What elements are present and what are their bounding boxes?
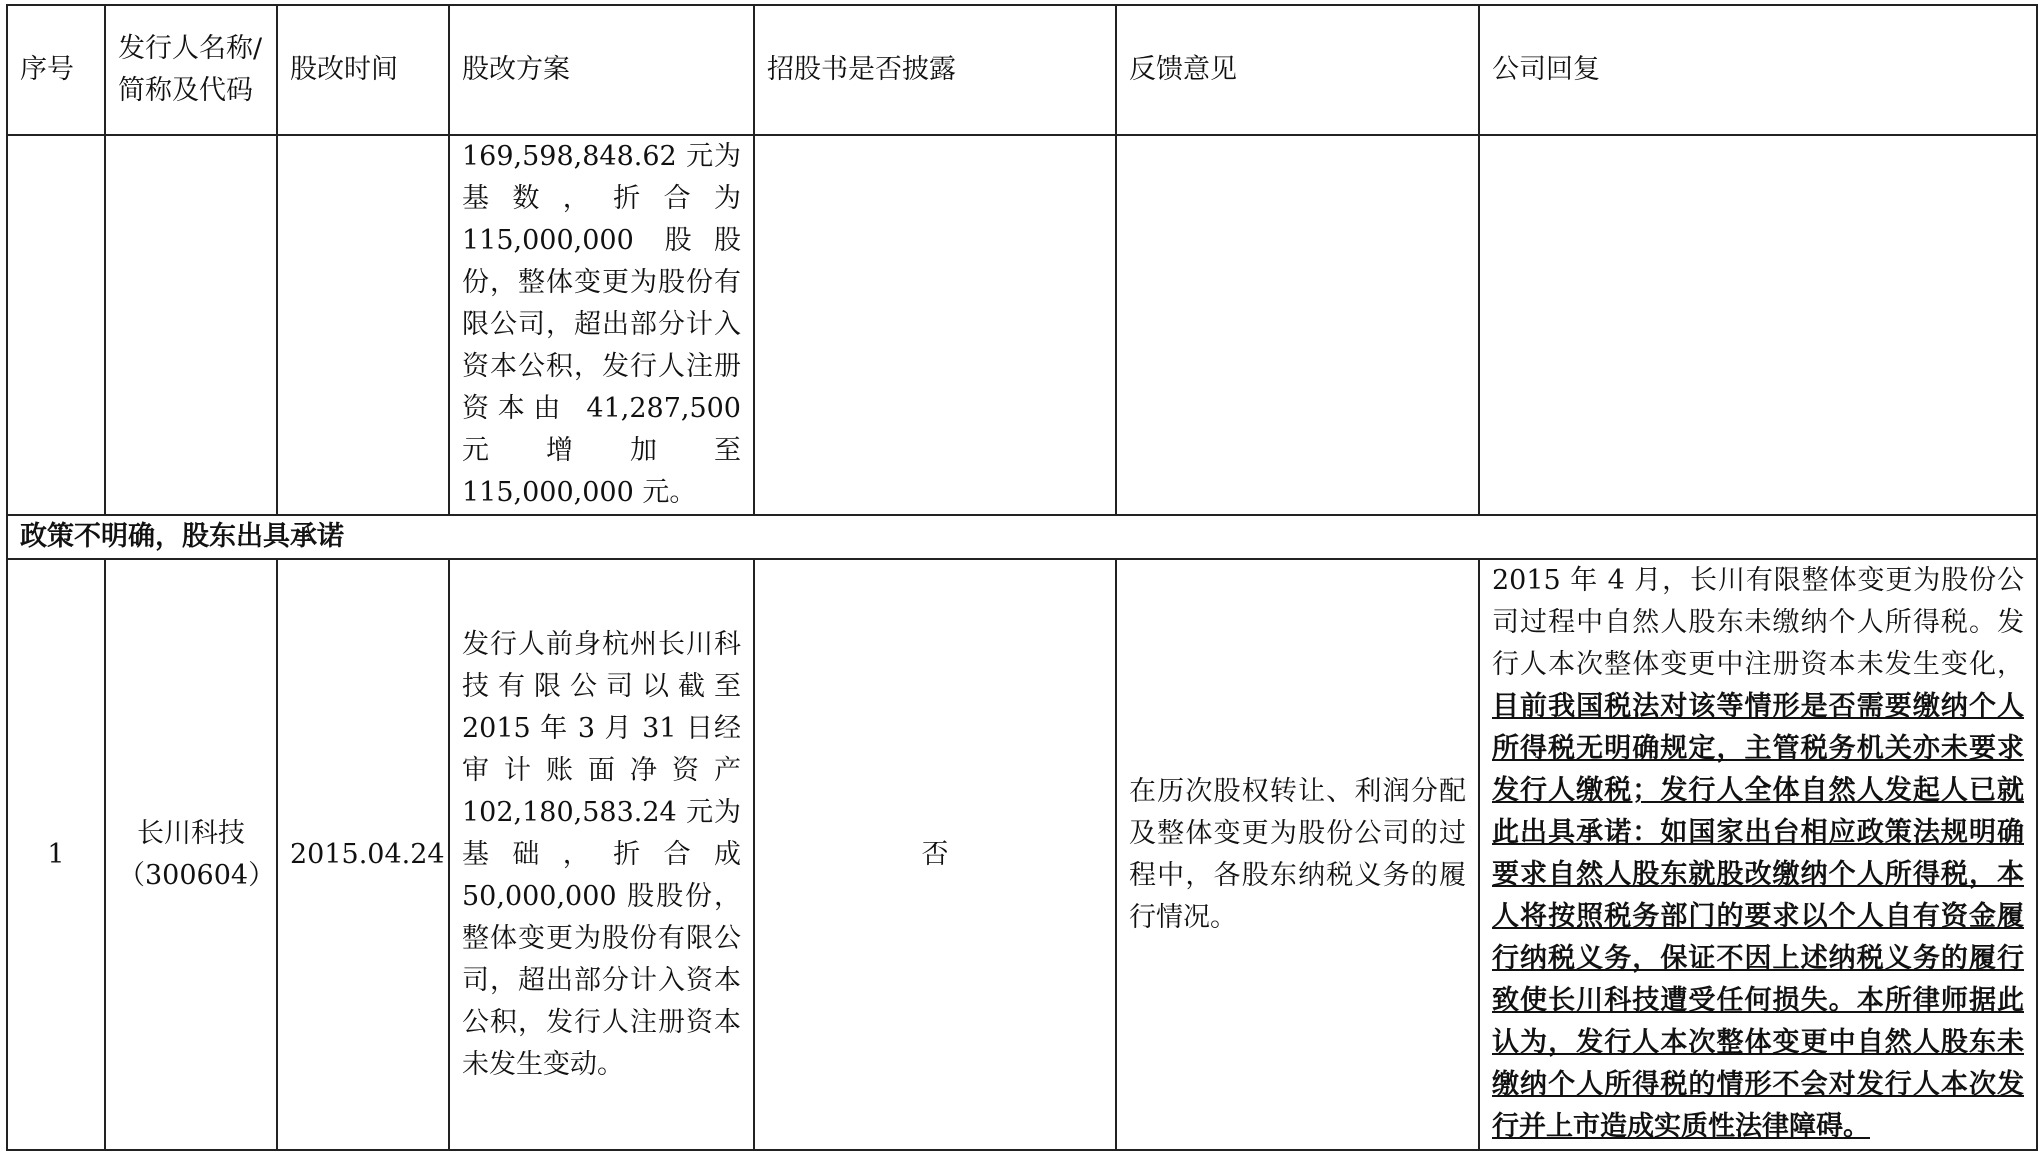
header-reform-time: 股改时间 [277, 5, 449, 135]
reply-underlined-text: 目前我国税法对该等情形是否需要缴纳个人所得税无明确规定，主管税务机关亦未要求发行人缴税；发行人全体自然人发起人已就此出具承诺：如国家出台相应政策法规明确要求自然人股东就股改缴纳个人所得税，本人将按照税务部门的要求以个人自有资金履行纳税义务，保证不因上述纳税义务的履行致使长川科技遭受任何损失。本所律师据此认为，发行人本次整体变更中自然人股东未缴纳个人所得税的情形不会对发行人本次发行并上市造成实质性法律障碍。 [1492, 691, 2024, 1142]
header-seq: 序号 [7, 5, 105, 135]
issuer-code: （300604） [118, 859, 276, 891]
header-row [7, 5, 2037, 135]
table-row [7, 559, 2037, 1150]
cell-empty [754, 135, 1116, 515]
prospectus-cell: 否 [754, 559, 1116, 1150]
issuer-cell [105, 559, 277, 1150]
cell-empty [1116, 135, 1479, 515]
continuation-row [7, 135, 2037, 515]
reply-cell [1479, 559, 2037, 1150]
cell-empty [7, 135, 105, 515]
section-row [7, 515, 2037, 559]
header-prospectus: 招股书是否披露 [754, 5, 1116, 135]
header-issuer: 发行人名称/简称及代码 [105, 5, 277, 135]
header-plan: 股改方案 [449, 5, 754, 135]
continuation-plan-cell: 169,598,848.62 元为基数，折合为 115,000,000 股股份，整体变更为股份有限公司，超出部分计入资本公积，发行人注册资本由 41,287,500 元增加至 115,000,000 元。 [449, 135, 754, 515]
reform-time-cell: 2015.04.24 [277, 559, 449, 1150]
reply-plain-text: 2015 年 4 月，长川有限整体变更为股份公司过程中自然人股东未缴纳个人所得税。发行人本次整体变更中注册资本未发生变化， [1492, 565, 2024, 680]
cell-empty [105, 135, 277, 515]
cell-empty [1479, 135, 2037, 515]
seq-cell: 1 [7, 559, 105, 1150]
issuer-name: 长川科技 [137, 817, 245, 849]
header-reply: 公司回复 [1479, 5, 2037, 135]
section-title: 政策不明确，股东出具承诺 [7, 515, 2037, 559]
cell-empty [277, 135, 449, 515]
policy-table [6, 4, 2038, 1151]
header-feedback: 反馈意见 [1116, 5, 1479, 135]
plan-cell: 发行人前身杭州长川科技有限公司以截至 2015 年 3 月 31 日经审计账面净资产 102,180,583.24 元为基础，折合成 50,000,000 股股份，整体变更为股份有限公司，超出部分计入资本公积，发行人注册资本未发生变动。 [449, 559, 754, 1150]
feedback-cell: 在历次股权转让、利润分配及整体变更为股份公司的过程中，各股东纳税义务的履行情况。 [1116, 559, 1479, 1150]
